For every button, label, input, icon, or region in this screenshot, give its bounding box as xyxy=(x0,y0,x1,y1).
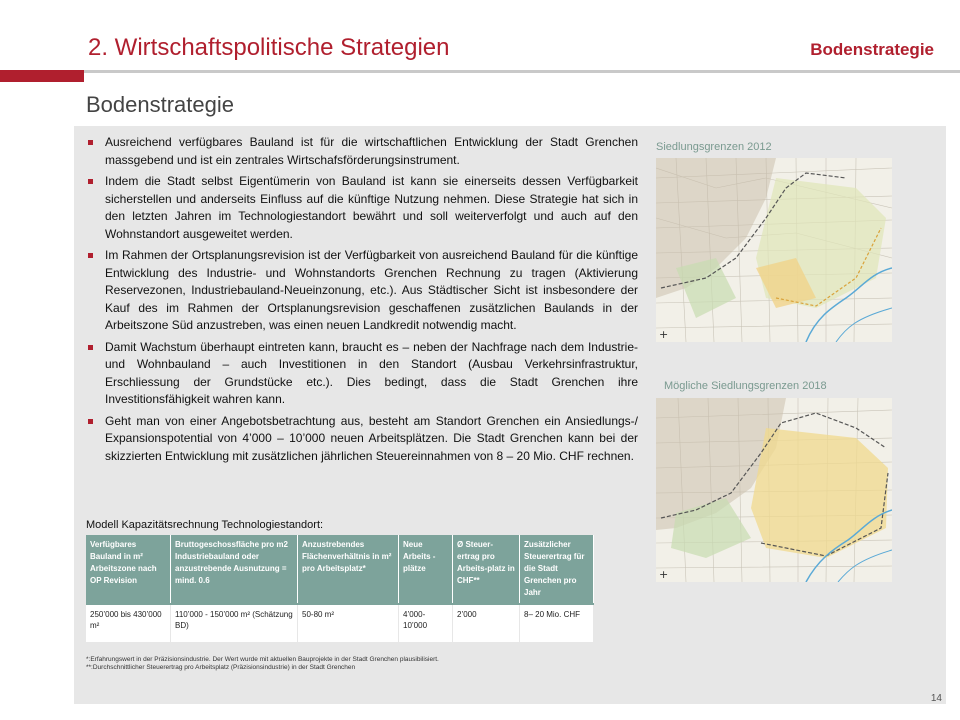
page-title: 2. Wirtschaftspolitische Strategien xyxy=(88,34,450,61)
table-caption: Modell Kapazitätsrechnung Technologiestandort: xyxy=(86,519,324,531)
table-cell: 2’000 xyxy=(453,604,520,642)
map-2018-image xyxy=(656,398,892,582)
bullet-square-icon xyxy=(88,140,93,145)
footnote: **:Durchschnittlicher Steuerertrag pro Arbeitsplatz (Präzisionsindustrie) in der Stadt Grenchen xyxy=(86,664,356,671)
table-header-row xyxy=(86,535,594,604)
table-header-cell: Anzustrebendes Flächenverhältnis in m² pro Arbeitsplatz* xyxy=(298,535,399,604)
map-2012-image xyxy=(656,158,892,342)
bullet-item xyxy=(86,134,638,169)
header-accent-bar xyxy=(0,70,84,82)
bullet-text: Damit Wachstum überhaupt eintreten kann, braucht es – neben der Nachfrage nach dem Industrie- und Wohnbauland – auch Investitionen in den Standort (Ausbau Verkehrsinfrastruktur, Erschliessung der Grundstücke etc.). Dies bedingt, dass die Stadt Grenchen ihre Investitionsfähigkeit wahren kann. xyxy=(105,339,638,406)
table-footnotes xyxy=(86,656,439,672)
table-cell: 110’000 - 150’000 m² (Schätzung BD) xyxy=(171,604,298,642)
bullet-list xyxy=(86,134,638,469)
page-number: 14 xyxy=(930,693,942,704)
bullet-text: Indem die Stadt selbst Eigentümerin von Bauland ist kann sie einerseits dessen Verfügbarkeit sicherstellen und anderseits Einfluss auf die künftige Nutzung nehmen. Diese Strategie hat sich in den letzten Jahren im Technologiestandort bewährt und soll weiterverfolgt und auch auf den Wohnstandort ausgeweitet werden. xyxy=(105,174,638,241)
table-cell: 4’000-10’000 xyxy=(399,604,453,642)
table-cell: 8– 20 Mio. CHF xyxy=(520,604,594,642)
svg-text:+: + xyxy=(659,328,669,341)
table-header-cell: Bruttogeschossfläche pro m2 Industriebauland oder anzustrebende Ausnutzung = mind. 0.6 xyxy=(171,535,298,604)
svg-text:+: + xyxy=(659,568,669,581)
bullet-item xyxy=(86,413,638,466)
bullet-square-icon xyxy=(88,419,93,424)
map-caption-2012: Siedlungsgrenzen 2012 xyxy=(656,141,772,153)
map-caption-2018: Mögliche Siedlungsgrenzen 2018 xyxy=(664,380,827,392)
table-header-cell: Neue Arbeits -plätze xyxy=(399,535,453,604)
bullet-square-icon xyxy=(88,253,93,258)
table-header-cell: Zusätzlicher Steuerertrag für die Stadt Grenchen pro Jahr xyxy=(520,535,594,604)
bullet-item xyxy=(86,339,638,409)
table-header-cell: Verfügbares Bauland in m² Arbeitszone nach OP Revision xyxy=(86,535,171,604)
header-divider xyxy=(0,70,960,73)
bullet-text: Ausreichend verfügbares Bauland ist für die wirtschaftlichen Entwicklung der Stadt Grenchen massgebend und ist ein zentrales Wirtschafsförderungsinstrument. xyxy=(105,135,638,167)
table-row xyxy=(86,604,594,642)
table-header-cell: Ø Steuer-ertrag pro Arbeits-platz in CHF** xyxy=(453,535,520,604)
bullet-square-icon xyxy=(88,345,93,350)
capacity-table xyxy=(86,535,594,642)
header-section-label: Bodenstrategie xyxy=(810,40,934,59)
bullet-item xyxy=(86,247,638,335)
footnote: *:Erfahrungswert in der Präzisionsindustrie. Der Wert wurde mit aktuellen Bauprojekte in der Stadt Grenchen plausibilisiert. xyxy=(86,656,439,663)
bullet-item xyxy=(86,173,638,243)
bullet-square-icon xyxy=(88,179,93,184)
table-cell: 50-80 m² xyxy=(298,604,399,642)
bullet-text: Im Rahmen der Ortsplanungsrevision ist der Verfügbarkeit von ausreichend Bauland für die künftige Entwicklung des Industrie- und Wohnstandorts Grenchen Rechnung zu tragen (Aktivierung Reservezonen, Industriebauland-Neueinzonung, etc.). Aus Städtischer Sicht ist insbesondere der Kauf des im Rahmen der Ortsplanungsrevision geschaffenen zusätzlichen Baulands in der Arbeitszone Süd anzustreben, was einen neuen Landkredit notwendig macht. xyxy=(105,248,638,332)
table-cell: 250’000 bis 430’000 m² xyxy=(86,604,171,642)
section-title: Bodenstrategie xyxy=(86,92,234,117)
bullet-text: Geht man von einer Angebotsbetrachtung aus, besteht am Standort Grenchen ein Ansiedlungs-/ Expansionspotential von 4’000 – 10’000 neuen Arbeitsplätzen. Die Stadt Grenchen kann bei der skizzierten Entwicklung mit zusätzlichen jährlichen Steuereinnahmen von 8 – 20 Mio. CHF rechnen. xyxy=(105,413,638,463)
